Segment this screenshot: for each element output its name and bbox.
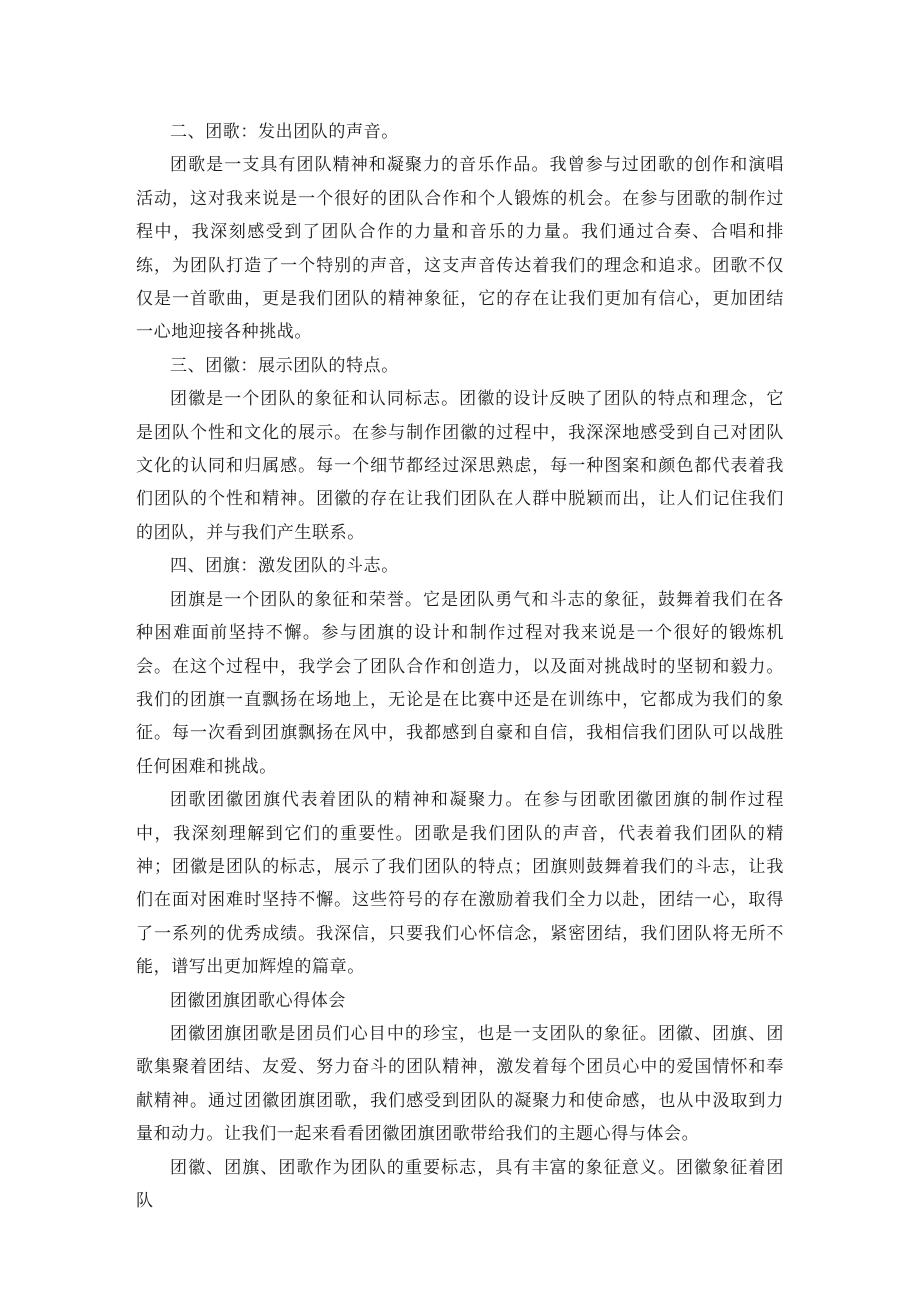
section-heading-team-song: 二、团歌：发出团队的声音。 xyxy=(170,122,399,142)
document-body xyxy=(136,116,784,1218)
paragraph-team-flag: 团旗是一个团队的象征和荣誉。它是团队勇气和斗志的象征，鼓舞着我们在各种困难面前坚持不懈。参与团旗的设计和制作过程对我来说是一个很好的锻炼机会。在这个过程中，我学会了团队合作和创造力，以及面对挑战时的坚韧和毅力。我们的团旗一直飘扬在场地上，无论是在比赛中还是在训练中，它都成为我们的象征。每一次看到团旗飘扬在风中，我都感到自豪和自信，我相信我们团队可以战胜任何困难和挑战。 xyxy=(136,589,784,777)
paragraph-team-song: 团歌是一支具有团队精神和凝聚力的音乐作品。我曾参与过团歌的创作和演唱活动，这对我来说是一个很好的团队合作和个人锻炼的机会。在参与团歌的制作过程中，我深刻感受到了团队合作的力量和音乐的力量。我们通过合奏、合唱和排练，为团队打造了一个特别的声音，这支声音传达着我们的理念和追求。团歌不仅仅是一首歌曲，更是我们团队的精神象征，它的存在让我们更加有信心，更加团结一心地迎接各种挑战。 xyxy=(136,155,784,343)
paragraph-intro: 团徽团旗团歌是团员们心目中的珍宝，也是一支团队的象征。团徽、团旗、团歌集聚着团结、友爱、努力奋斗的团队精神，激发着每个团员心中的爱国情怀和奉献精神。通过团徽团旗团歌，我们感受到团队的凝聚力和使命感，也从中汲取到力量和动力。让我们一起来看看团徽团旗团歌带给我们的主题心得与体会。 xyxy=(136,1023,784,1145)
paragraph-team-emblem: 团徽是一个团队的象征和认同标志。团徽的设计反映了团队的特点和理念，它是团队个性和文化的展示。在参与制作团徽的过程中，我深深地感受到自己对团队文化的认同和归属感。每一个细节都经过深思熟虑，每一种图案和颜色都代表着我们团队的个性和精神。团徽的存在让我们团队在人群中脱颖而出，让人们记住我们的团队，并与我们产生联系。 xyxy=(136,389,784,543)
section-heading-team-flag: 四、团旗：激发团队的斗志。 xyxy=(170,556,399,577)
article-title: 团徽团旗团歌心得体会 xyxy=(170,990,346,1011)
paragraph-symbolism: 团徽、团旗、团歌作为团队的重要标志，具有丰富的象征意义。团徽象征着团队 xyxy=(136,1157,784,1211)
paragraph-summary: 团歌团徽团旗代表着团队的精神和凝聚力。在参与团歌团徽团旗的制作过程中，我深刻理解到它们的重要性。团歌是我们团队的声音，代表着我们团队的精神；团徽是团队的标志，展示了我们团队的特点；团旗则鼓舞着我们的斗志，让我们在面对困难时坚持不懈。这些符号的存在激励着我们全力以赴，团结一心，取得了一系列的优秀成绩。我深信，只要我们心怀信念，紧密团结，我们团队将无所不能，谱写出更加辉煌的篇章。 xyxy=(136,790,784,978)
section-heading-team-emblem: 三、团徽：展示团队的特点。 xyxy=(170,355,399,376)
